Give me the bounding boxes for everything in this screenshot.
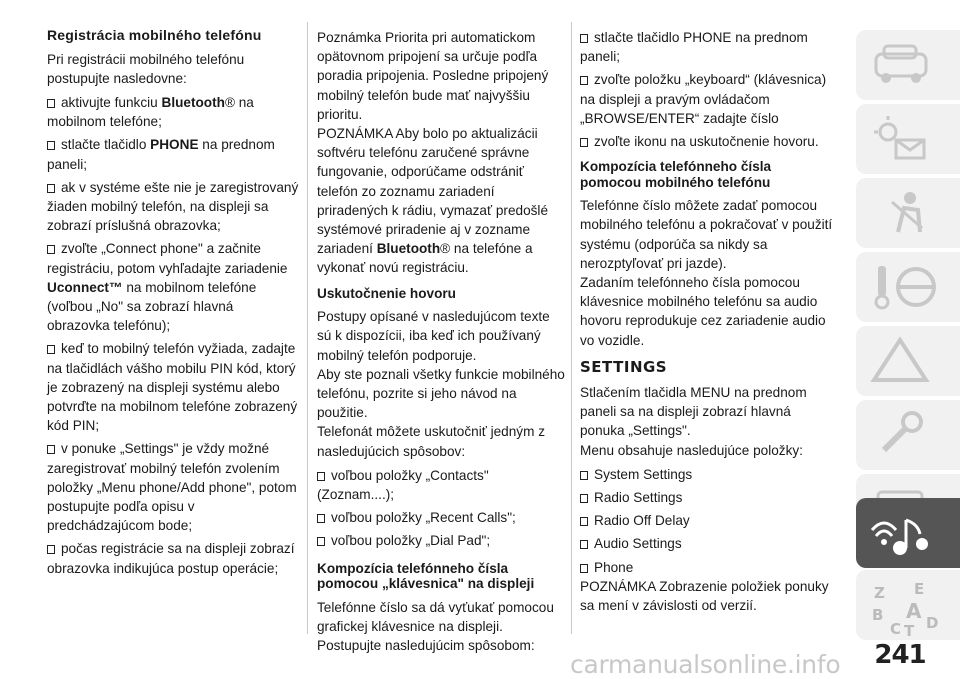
section-heading-mobile-dial: Kompozícia telefónneho čísla pomocou mobilného telefónu	[580, 159, 772, 190]
service-wrench-icon	[870, 410, 934, 460]
section-heading-call: Uskutočnenie hovoru	[317, 285, 456, 301]
section-heading-registration: Registrácia mobilného telefónu	[47, 27, 262, 43]
tab-car-info[interactable]	[856, 30, 960, 100]
note-priority: Poznámka Priorita pri automatickom opätovnom pripojení sa určuje podľa poradia pripojenia. Posledne pripojený mobilný telefón bude mať najvyššiu prioritu.	[317, 30, 549, 122]
warning-lights-icon	[870, 114, 934, 164]
bullet-box-icon	[580, 76, 588, 85]
tab-safety[interactable]	[856, 178, 960, 248]
list-item: voľbou položky „Contacts" (Zoznam....);	[317, 467, 489, 502]
bullet-box-icon	[580, 564, 588, 573]
settings-paragraph: Stlačením tlačidla MENU na prednom paneli sa na displeji zobrazí hlavná ponuka „Settings".	[580, 385, 807, 439]
call-paragraph: Aby ste poznali všetky funkcie mobilného telefónu, pozrite si jeho návod na použitie.	[317, 366, 565, 421]
svg-text:B: B	[872, 606, 884, 624]
list-item: v ponuke „Settings" je vždy možné zaregistrovať mobilný telefón zvolením položky „Menu phone/Add phone", potom postupujte podľa opisu v predchádzajúcom bode;	[47, 441, 297, 534]
watermark: carmanualsonline.info	[570, 650, 841, 679]
multimedia-icon	[870, 508, 942, 564]
note-update: POZNÁMKA Aby bolo po aktualizácii softvéru telefónu zaručené správne fungovanie, odporúčame odstrániť telefón zo zoznamu zariadení priradených k rádiu, vymazať predošlé systémové priradenie aj v zozname zariadení Bluetooth® na telefóne a vykonať novú registráciu.	[317, 126, 549, 276]
list-item: aktivujte funkciu Bluetooth® na mobilnom telefóne;	[47, 94, 254, 130]
list-item: voľbou položky „Recent Calls";	[317, 508, 567, 527]
bullet-box-icon	[317, 537, 325, 546]
page-number: 241	[874, 640, 926, 670]
car-info-icon	[870, 40, 934, 90]
bullet-box-icon	[580, 34, 588, 43]
bullet-box-icon	[47, 99, 55, 108]
tab-index[interactable]	[856, 570, 960, 640]
list-item: stlačte tlačidlo PHONE na prednom paneli;	[580, 30, 808, 65]
index-letters-icon	[870, 580, 950, 640]
bullet-box-icon	[580, 494, 588, 503]
bullet-box-icon	[47, 141, 55, 150]
intro-text: Pri registrácii mobilného telefónu postupujte nasledovne:	[47, 51, 245, 86]
seatbelt-airbag-icon	[870, 188, 934, 238]
section-heading-keyboard: Kompozícia telefónneho čísla pomocou „klávesnica" na displeji	[317, 560, 535, 592]
mobile-dial-paragraph: Telefónne číslo môžete zadať pomocou mobilného telefónu a pokračovať v použití systému (odporúča sa nikdy sa nerozptyľovať pri jazde).	[580, 198, 833, 271]
bullet-box-icon	[580, 517, 588, 526]
tab-emergency[interactable]	[856, 326, 960, 396]
settings-list-item: Radio Off Delay	[580, 511, 836, 530]
svg-text:C: C	[890, 620, 902, 638]
key-steering-icon	[870, 262, 940, 312]
settings-list-item: Audio Settings	[580, 534, 836, 553]
column-2	[317, 28, 567, 660]
list-item: zvoľte ikonu na uskutočnenie hovoru.	[580, 132, 836, 151]
bullet-box-icon	[47, 245, 55, 254]
bullet-box-icon	[47, 184, 55, 193]
svg-text:D: D	[926, 614, 939, 632]
bullet-box-icon	[580, 138, 588, 147]
settings-list-item: Phone	[580, 558, 836, 577]
svg-text:T: T	[904, 622, 915, 640]
tab-starting-driving[interactable]	[856, 252, 960, 322]
bullet-box-icon	[317, 514, 325, 523]
list-item: zvoľte položku „keyboard“ (klávesnica) na displeji a pravým ovládačom „BROWSE/ENTER“ zadajte číslo	[580, 72, 827, 126]
breakdown-triangle-icon	[870, 336, 934, 386]
column-3	[580, 28, 836, 620]
svg-text:A: A	[906, 599, 922, 623]
bullet-box-icon	[580, 471, 588, 480]
settings-note: POZNÁMKA Zobrazenie položiek ponuky sa mení v závislosti od verzií.	[580, 578, 829, 614]
column-divider	[307, 22, 308, 634]
column-divider	[571, 22, 572, 634]
bullet-box-icon	[47, 445, 55, 454]
bullet-box-icon	[47, 545, 55, 554]
call-paragraph: Telefonát môžete uskutočniť jedným z nasledujúcich spôsobov:	[317, 424, 545, 459]
settings-paragraph: Menu obsahuje nasledujúce položky:	[580, 442, 803, 458]
settings-heading: SETTINGS	[580, 357, 668, 376]
bullet-box-icon	[580, 540, 588, 549]
bullet-box-icon	[317, 472, 325, 481]
list-item: voľbou položky „Dial Pad";	[317, 531, 567, 550]
list-item: keď to mobilný telefón vyžiada, zadajte na tlačidlách vášho mobilu PIN kód, ktorý je zobrazený na displeji systému alebo potvrďte na mobilnom telefóne zobrazený kód PIN;	[47, 341, 298, 434]
tab-maintenance[interactable]	[856, 400, 960, 470]
bullet-box-icon	[47, 345, 55, 354]
mobile-dial-paragraph: Zadaním telefónneho čísla pomocou klávesnice mobilného telefónu sa audio hovoru reprodukuje cez zariadenie audio vo vozidle.	[580, 275, 826, 348]
call-paragraph: Postupy opísané v nasledujúcom texte sú k dispozícii, iba keď ich používaný mobilný telefón podporuje.	[317, 309, 550, 363]
tab-warning-lights[interactable]	[856, 104, 960, 174]
list-item: počas registrácie sa na displeji zobrazí obrazovka indikujúca postup operácie;	[47, 541, 295, 576]
list-item: ak v systéme ešte nie je zaregistrovaný žiaden mobilný telefón, na displeji sa zobrazí príslušná obrazovka;	[47, 179, 299, 234]
settings-list-item: Radio Settings	[580, 488, 836, 507]
settings-list-item: System Settings	[580, 465, 836, 484]
list-item: zvoľte „Connect phone" a začnite registráciu, potom vyhľadajte zariadenie Uconnect™ na mobilnom telefóne (voľbou „No" sa zobrazí hlavná obrazovka telefónu);	[47, 241, 288, 334]
tab-multimedia[interactable]	[856, 498, 960, 568]
list-item: stlačte tlačidlo PHONE na prednom paneli;	[47, 137, 275, 172]
svg-text:E: E	[914, 580, 925, 598]
svg-text:Z: Z	[874, 584, 885, 602]
column-1	[47, 28, 299, 582]
keyboard-paragraph: Telefónne číslo sa dá vyťukať pomocou grafickej klávesnice na displeji. Postupujte nasledujúcim spôsobom:	[317, 599, 554, 653]
